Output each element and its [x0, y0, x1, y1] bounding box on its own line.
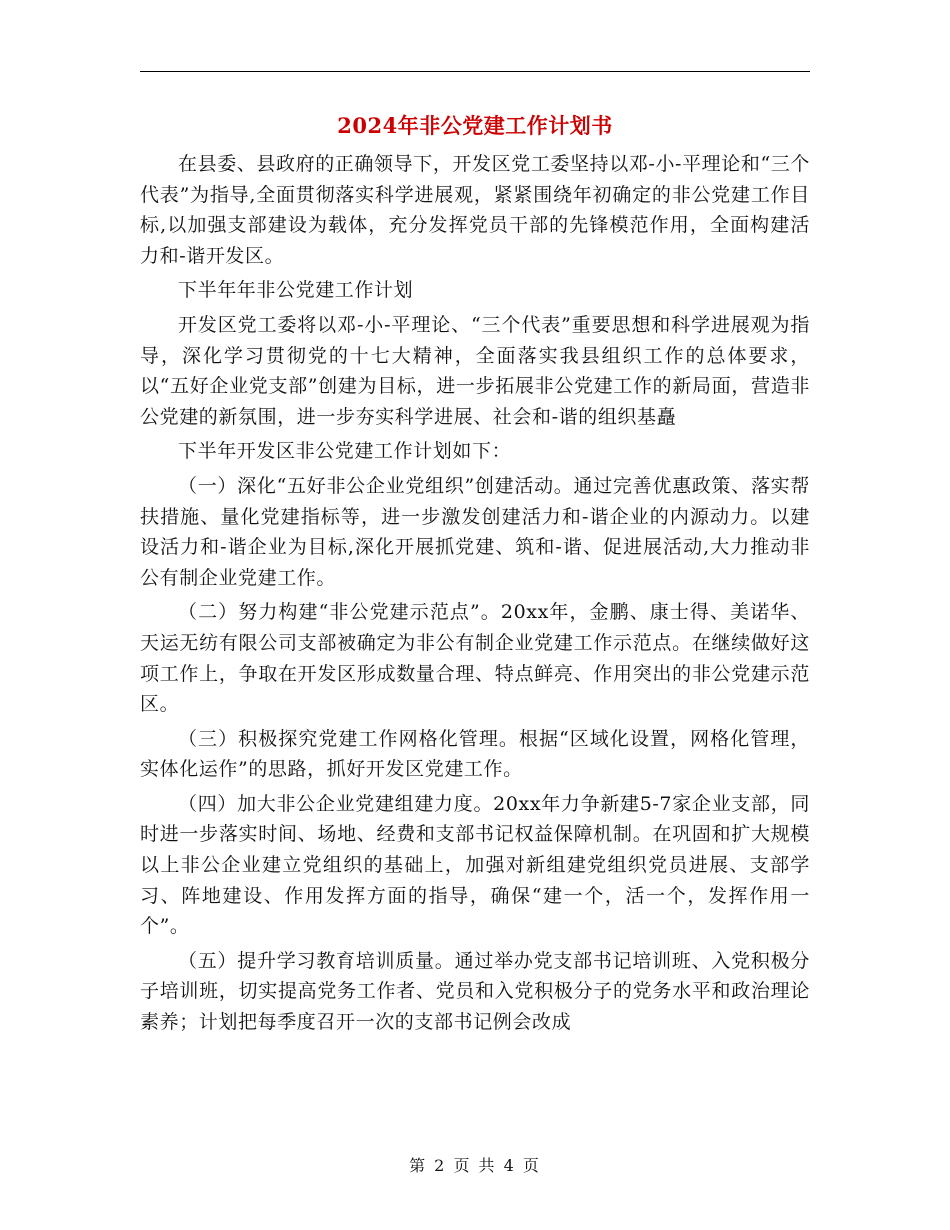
document-body: [140, 149, 810, 1042]
paragraph-section-heading: 下半年年非公党建工作计划: [178, 279, 414, 302]
page-number: 第 2 页 共 4 页: [409, 1156, 541, 1175]
paragraph-item-2: （二）努力构建“非公党建示范点”。20xx年，金鹏、康士得、美诺华、天运无纺有限公司支部被确定为非公有制企业党建工作示范点。在继续做好这项工作上，争取在开发区形成数量合理、特点鲜亮、作用突出的非公党建示范区。: [140, 601, 810, 716]
paragraph-guiding-principle: 开发区党工委将以邓-小-平理论、“三个代表”重要思想和科学进展观为指导，深化学习贯彻党的十七大精神，全面落实我县组织工作的总体要求，以“五好企业党支部”创建为目标，进一步拓展非公党建工作的新局面，营造非公党建的新氛围，进一步夯实科学进展、社会和-谐的组织基矗: [140, 313, 810, 428]
header-rule: [140, 71, 810, 72]
paragraph-item-3: （三）积极探究党建工作网格化管理。根据“区域化设置，网格化管理，实体化运作”的思路，抓好开发区党建工作。: [140, 727, 810, 781]
paragraph-plan-intro: 下半年开发区非公党建工作计划如下：: [178, 440, 512, 463]
paragraph-item-5: （五）提升学习教育培训质量。通过举办党支部书记培训班、入党积极分子培训班，切实提高党务工作者、党员和入党积极分子的党务水平和政治理论素养；计划把每季度召开一次的支部书记例会改成: [140, 949, 810, 1034]
paragraph-item-1: （一）深化“五好非公企业党组织”创建活动。通过完善优惠政策、落实帮扶措施、量化党建指标等，进一步激发创建活力和-谐企业的内源动力。以建设活力和-谐企业为目标,深化开展抓党建、筑和-谐、促进展活动,大力推动非公有制企业党建工作。: [140, 474, 810, 589]
paragraph-intro: 在县委、县政府的正确领导下，开发区党工委坚持以邓-小-平理论和“三个代表”为指导,全面贯彻落实科学进展观，紧紧围绕年初确定的非公党建工作目标,以加强支部建设为载体，充分发挥党员干部的先锋模范作用，全面构建活力和-谐开发区。: [140, 153, 810, 267]
document-title: 2024年非公党建工作计划书: [337, 113, 613, 138]
paragraph-item-4: （四）加大非公企业党建组建力度。20xx年力争新建5-7家企业支部，同时进一步落实时间、场地、经费和支部书记权益保障机制。在巩固和扩大规模以上非公企业建立党组织的基础上，加强对新组建党组织党员进展、支部学习、阵地建设、作用发挥方面的指导，确保“建一个，活一个，发挥作用一个”。: [140, 792, 810, 938]
